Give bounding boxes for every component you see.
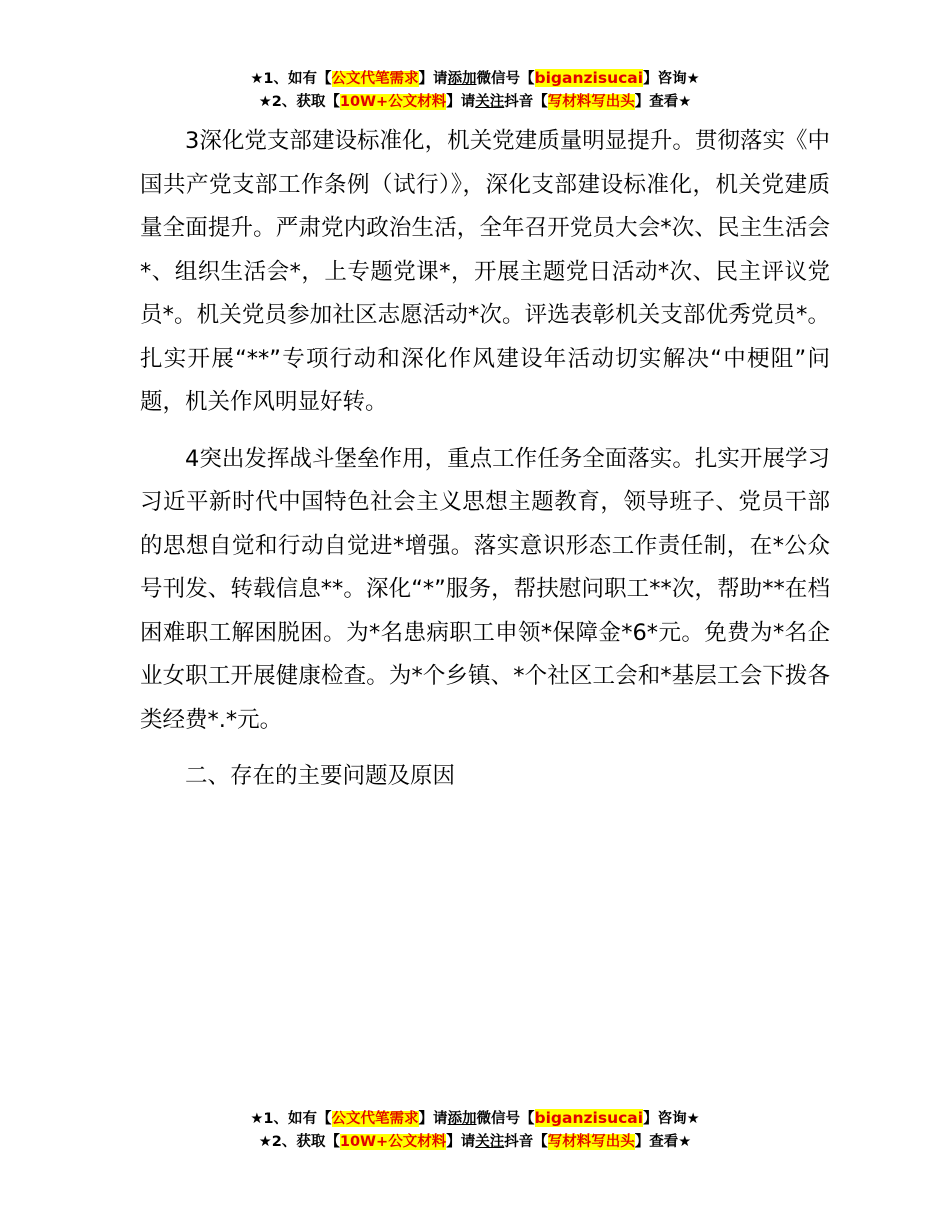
footer-banner [0,1107,950,1154]
highlight-text: 10W+公文材料 [339,94,447,110]
banner-text: 】咨询★ [643,1111,700,1127]
highlight-text: 10W+公文材料 [339,1134,447,1150]
douyin-account: 写材料写出头 [547,94,635,110]
banner-text: 】查看★ [634,94,692,110]
banner-line-2 [0,1131,950,1154]
wechat-id: biganzisucai [534,1109,644,1127]
douyin-account: 写材料写出头 [547,1134,635,1150]
banner-text: 】请 [418,1111,448,1127]
paragraph-4: 4突出发挥战斗堡垒作用，重点工作任务全面落实。扎实开展学习习近平新时代中国特色社会主义思想主题教育，领导班子、党员干部的思想自觉和行动自觉进*增强。落实意识形态工作责任制，在*公众号刊发、转载信息**。深化“*”服务，帮扶慰问职工**次，帮助**在档困难职工解困脱困。为*名患病职工申领*保障金*6*元。免费为*名企业女职工开展健康检查。为*个乡镇、*个社区工会和*基层工会下拨各类经费*.*元。 [140,445,830,733]
banner-line-1 [0,1107,950,1131]
paragraph-3: 3深化党支部建设标准化，机关党建质量明显提升。贯彻落实《中国共产党支部工作条例（试行）》，深化支部建设标准化，机关党建质量全面提升。严肃党内政治生活，全年召开党员大会*次、民主生活会*、组织生活会*，上专题党课*，开展主题党日活动*次、民主评议党员*。机关党员参加社区志愿活动*次。评选表彰机关支部优秀党员*。扎实开展“**”专项行动和深化作风建设年活动切实解决“中梗阻”问题，机关作风明显好转。 [140,128,830,415]
underlined-text: 添加 [447,1111,477,1127]
banner-text: 】请 [446,1134,476,1150]
banner-line-2 [0,91,950,114]
document-body [140,120,830,812]
banner-text: ★1、如有【 [250,71,332,87]
banner-text: 抖音【 [504,94,548,110]
banner-text: 微信号【 [476,1111,535,1127]
banner-text: 】请 [446,94,476,110]
banner-text: ★2、获取【 [258,94,340,110]
banner-text: 】请 [418,71,448,87]
highlight-text: 公文代笔需求 [331,1111,419,1127]
underlined-text: 关注 [475,94,505,110]
banner-text: ★2、获取【 [258,1134,340,1150]
underlined-text: 关注 [475,1134,505,1150]
underlined-text: 添加 [447,71,477,87]
wechat-id: biganzisucai [534,69,644,87]
banner-text: 微信号【 [476,71,535,87]
banner-line-1 [0,67,950,91]
header-banner [0,67,950,114]
banner-text: 】咨询★ [643,71,700,87]
banner-text: ★1、如有【 [250,1111,332,1127]
banner-text: 抖音【 [504,1134,548,1150]
highlight-text: 公文代笔需求 [331,71,419,87]
section-heading: 二、存在的主要问题及原因 [185,763,456,789]
banner-text: 】查看★ [634,1134,692,1150]
